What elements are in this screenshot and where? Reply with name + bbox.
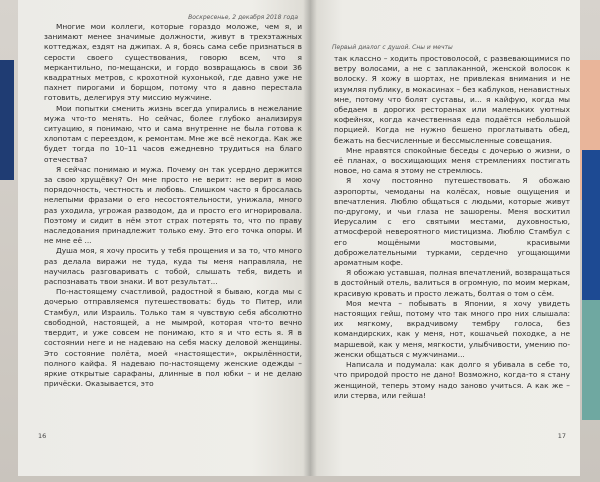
right-running-header: Первый диалог с душой. Сны и мечты (332, 44, 453, 51)
paragraph: Моя мечта – побывать в Японии, я хочу увидеть настоящих гейш, потому что так много про них слышала: их мягкому, вкрадчивому тембру голоса, без командирских, как у меня, нот, кошачьей походке, а не маршевой, как у меня, мягкости, улыбчивости, умению по-женски общаться с мужчинами... (334, 298, 570, 359)
paragraph: Душа моя, я хочу просить у тебя прощения и за то, что много раз делала виражи не туда, куда ты меня направляла, не научилась разговаривать с тобой, слышать тебя, видеть и распознавать твои знаки. И вот результат... (44, 246, 302, 287)
paragraph: Я хочу постоянно путешествовать. Я обожаю аэропорты, чемоданы на колёсах, новые ощущения и впечатления. Люблю общаться с людьми, которые живут по-другому, и чьи глаза не зашорены. Меня восхитил Иерусалим с его святыми местами, духовностью, атмосферой невероятного мистицизма. Люблю Стамбул с его мощёными мостовыми, красивыми доброжелательными турками, сердечно угощающими ароматным кофе. (334, 176, 570, 268)
left-page-number: 16 (38, 432, 47, 440)
left-running-header: Воскресенье, 2 декабря 2018 года (188, 14, 298, 21)
book-gutter-shadow (303, 0, 317, 476)
open-book (18, 0, 578, 482)
paragraph: По-настоящему счастливой, радостной я бываю, когда мы с дочерью отправляемся путешествовать: будь то Питер, или Стамбул, или Израиль. Только там я чувствую себя абсолютно свободной, настоящей, а не мымрой, которая что-то вечно твердит, и уже совсем не понимаю, кто я и что есть я. Я в состоянии неге и не надеваю на себя маску деловой женщины. Это состояние полёта, моей «настоящести», окрылённости, полного кайфа. Я надеваю по-настоящему женские одежды – яркие открытые сарафаны, длинные в пол юбки – и не делаю причёски. Оказывается, это (44, 287, 302, 389)
paragraph: Мне нравятся спокойные беседы с дочерью о жизни, о её планах, о восхищающих меня стремлениях постигать новое, но сама я этому не стремлюсь. (334, 145, 570, 176)
blue-book-edge-right (582, 150, 600, 300)
right-page-body (334, 54, 570, 401)
paragraph: Мои попытки сменить жизнь всегда упирались в нежелание мужа что-то менять. Но сейчас, более глубоко анализируя ситуацию, я понимаю, что и сама внутренне не была готова к хлопотам с переездом, к ремонтам. Мне же всё некогда. Как же будет тогда по 10–11 часов ежедневно трудиться на благо отечества? (44, 103, 302, 164)
left-page (18, 0, 310, 476)
green-book-edge-right (582, 300, 600, 420)
paragraph: так классно – ходить простоволосой, с развевающимися по ветру волосами, а не с заплаканной, женской волосок к волоску. Я хожу в шортах, не привлекая внимания и не изумляя публику, в мокасинах – без каблуков, ненавистных мне, потому что болят суставы, и... я кайфую, когда мы обедаем в дорогих ресторанах или маленьких уютных кофейнях, когда качественная еда подаётся небольшой порцией. Когда не нужно бешено проглатывать обед, бежать на бесчисленные и бессмысленные совещания. (334, 54, 570, 145)
right-page (310, 0, 580, 476)
paragraph: Написала и подумала: как долго я убивала в себе то, что природой просто не дано! Возможно, когда-то я стану женщиной, теперь этому надо заново учиться. А как же – или стерва, или гейша! (334, 360, 570, 400)
blue-book-spine-left (0, 60, 14, 180)
left-page-body (44, 22, 302, 389)
paragraph: Я сейчас понимаю и мужа. Почему он так усердно держится за свою хрущёвку? Он мне просто не верит: не верит в мою порядочность, честность и любовь. Слишком часто я бросалась нелепыми фразами о его несостоятельности, унижала, много раз уходила, угрожая разводом, да и просто его игнорировала. Поэтому и сидит в нём этот страх потерять то, что по праву наследования принадлежит только ему. Это его точка опоры. И не мне её ... (44, 164, 302, 246)
right-page-number: 17 (557, 432, 566, 440)
paragraph: Многие мои коллеги, которые гораздо моложе, чем я, и занимают менее значимые должности, живут в трехэтажных коттеджах, ездят на джипах. А я, боясь сама себе признаться в серости своего существования, говорю всем, что я меркантильно, по-мещански, и гордо возвращаюсь в свои 36 квадратных метров, с крохотной кухонькой, где давно уже не пахнет пирогами и борщом, потому что я давно перестала готовить, делегируя эту миссию мужчине. (44, 22, 302, 103)
paragraph: Я обожаю уставшая, полная впечатлений, возвращаться в достойный отель, валиться в огромную, по моим меркам, красивую кровать и просто лежать, болтая о том о сём. (334, 268, 570, 298)
